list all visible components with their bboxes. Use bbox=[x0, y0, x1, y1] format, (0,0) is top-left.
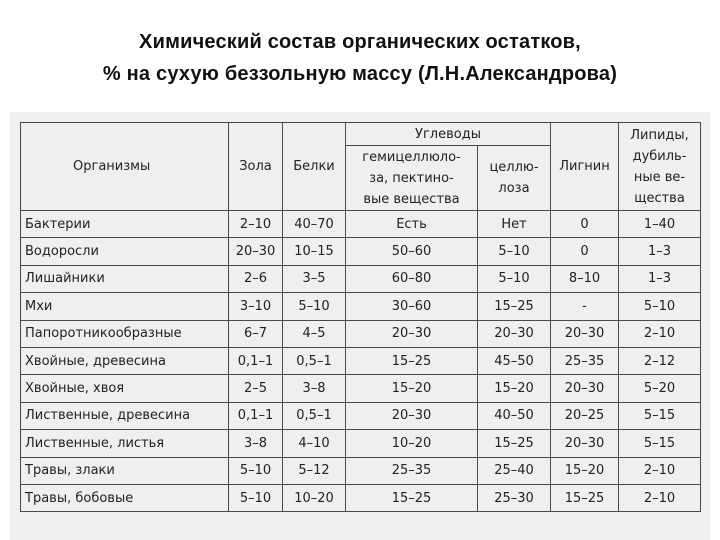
cell-proteins: 0,5–1 bbox=[283, 347, 346, 374]
cell-lipids: 2–10 bbox=[619, 484, 701, 511]
cell-proteins: 10–20 bbox=[283, 484, 346, 511]
cell-lignin: 0 bbox=[551, 238, 619, 265]
cell-hemicellulose: 60–80 bbox=[346, 265, 478, 292]
cell-ash: 3–8 bbox=[229, 430, 283, 457]
cell-proteins: 0,5–1 bbox=[283, 402, 346, 429]
cell-proteins: 4–5 bbox=[283, 320, 346, 347]
cell-cellulose: 5–10 bbox=[478, 238, 551, 265]
cell-lipids: 1–3 bbox=[619, 265, 701, 292]
cell-organism: Мхи bbox=[21, 293, 229, 320]
cell-lignin: 15–20 bbox=[551, 457, 619, 484]
table-body bbox=[21, 211, 701, 512]
header-hemicellulose: гемицеллюло- за, пектино- вые вещества bbox=[346, 146, 478, 211]
cell-organism: Травы, злаки bbox=[21, 457, 229, 484]
table-row bbox=[21, 293, 701, 320]
table-row bbox=[21, 402, 701, 429]
cell-ash: 2–5 bbox=[229, 375, 283, 402]
cell-hemicellulose: 15–25 bbox=[346, 484, 478, 511]
cell-hemicellulose: 25–35 bbox=[346, 457, 478, 484]
header-ash: Зола bbox=[229, 123, 283, 211]
cell-proteins: 5–10 bbox=[283, 293, 346, 320]
cell-ash: 5–10 bbox=[229, 484, 283, 511]
table-row bbox=[21, 238, 701, 265]
cell-organism: Хвойные, древесина bbox=[21, 347, 229, 374]
cell-hemicellulose: 10–20 bbox=[346, 430, 478, 457]
cell-lignin: 25–35 bbox=[551, 347, 619, 374]
cell-lipids: 2–10 bbox=[619, 320, 701, 347]
table-row bbox=[21, 347, 701, 374]
cell-cellulose: 15–25 bbox=[478, 293, 551, 320]
cell-ash: 2–6 bbox=[229, 265, 283, 292]
cell-proteins: 3–5 bbox=[283, 265, 346, 292]
header-lipids: Липиды, дубиль- ные ве- щества bbox=[619, 123, 701, 211]
cell-lipids: 1–3 bbox=[619, 238, 701, 265]
table-row bbox=[21, 265, 701, 292]
cell-proteins: 10–15 bbox=[283, 238, 346, 265]
header-lignin: Лигнин bbox=[551, 123, 619, 211]
table-row bbox=[21, 484, 701, 511]
cell-lipids: 5–15 bbox=[619, 430, 701, 457]
table-row bbox=[21, 211, 701, 238]
cell-cellulose: 25–40 bbox=[478, 457, 551, 484]
composition-table bbox=[20, 122, 701, 512]
cell-cellulose: 20–30 bbox=[478, 320, 551, 347]
header-cellulose: целлю- лоза bbox=[478, 146, 551, 211]
cell-hemicellulose: 15–25 bbox=[346, 347, 478, 374]
title-line-1: Химический состав органических остатков, bbox=[139, 31, 581, 53]
cell-cellulose: 15–20 bbox=[478, 375, 551, 402]
cell-organism: Травы, бобовые bbox=[21, 484, 229, 511]
cell-organism: Водоросли bbox=[21, 238, 229, 265]
cell-hemicellulose: 20–30 bbox=[346, 402, 478, 429]
cell-organism: Папоротникообразные bbox=[21, 320, 229, 347]
table-row bbox=[21, 457, 701, 484]
cell-organism: Лишайники bbox=[21, 265, 229, 292]
cell-organism: Лиственные, листья bbox=[21, 430, 229, 457]
cell-hemicellulose: 20–30 bbox=[346, 320, 478, 347]
header-proteins: Белки bbox=[283, 123, 346, 211]
cell-cellulose: Нет bbox=[478, 211, 551, 238]
cell-ash: 6–7 bbox=[229, 320, 283, 347]
cell-organism: Лиственные, древесина bbox=[21, 402, 229, 429]
cell-lipids: 1–40 bbox=[619, 211, 701, 238]
document-title bbox=[0, 26, 720, 90]
table-row bbox=[21, 320, 701, 347]
cell-cellulose: 25–30 bbox=[478, 484, 551, 511]
cell-organism: Бактерии bbox=[21, 211, 229, 238]
cell-lipids: 5–20 bbox=[619, 375, 701, 402]
title-line-2: % на сухую беззольную массу (Л.Н.Александрова) bbox=[102, 63, 618, 85]
cell-ash: 0,1–1 bbox=[229, 402, 283, 429]
scanned-table-image bbox=[10, 112, 710, 540]
cell-hemicellulose: 15–20 bbox=[346, 375, 478, 402]
cell-lignin: 0 bbox=[551, 211, 619, 238]
cell-lipids: 2–12 bbox=[619, 347, 701, 374]
cell-ash: 3–10 bbox=[229, 293, 283, 320]
cell-proteins: 5–12 bbox=[283, 457, 346, 484]
cell-lignin: 20–30 bbox=[551, 320, 619, 347]
cell-lignin: 15–25 bbox=[551, 484, 619, 511]
cell-lipids: 2–10 bbox=[619, 457, 701, 484]
header-row-1 bbox=[21, 123, 701, 146]
cell-hemicellulose: 30–60 bbox=[346, 293, 478, 320]
table-row bbox=[21, 375, 701, 402]
cell-proteins: 4–10 bbox=[283, 430, 346, 457]
header-carbohydrates: Углеводы bbox=[346, 123, 551, 146]
cell-ash: 0,1–1 bbox=[229, 347, 283, 374]
cell-lignin: 20–30 bbox=[551, 430, 619, 457]
cell-cellulose: 45–50 bbox=[478, 347, 551, 374]
table-row bbox=[21, 430, 701, 457]
cell-organism: Хвойные, хвоя bbox=[21, 375, 229, 402]
table-header bbox=[21, 123, 701, 211]
cell-lignin: - bbox=[551, 293, 619, 320]
cell-lipids: 5–15 bbox=[619, 402, 701, 429]
cell-ash: 5–10 bbox=[229, 457, 283, 484]
cell-ash: 2–10 bbox=[229, 211, 283, 238]
cell-proteins: 40–70 bbox=[283, 211, 346, 238]
cell-cellulose: 15–25 bbox=[478, 430, 551, 457]
cell-lignin: 20–30 bbox=[551, 375, 619, 402]
cell-lignin: 8–10 bbox=[551, 265, 619, 292]
cell-cellulose: 5–10 bbox=[478, 265, 551, 292]
cell-hemicellulose: Есть bbox=[346, 211, 478, 238]
header-organisms: Организмы bbox=[21, 123, 229, 211]
cell-hemicellulose: 50–60 bbox=[346, 238, 478, 265]
cell-ash: 20–30 bbox=[229, 238, 283, 265]
cell-lipids: 5–10 bbox=[619, 293, 701, 320]
cell-lignin: 20–25 bbox=[551, 402, 619, 429]
cell-proteins: 3–8 bbox=[283, 375, 346, 402]
cell-cellulose: 40–50 bbox=[478, 402, 551, 429]
